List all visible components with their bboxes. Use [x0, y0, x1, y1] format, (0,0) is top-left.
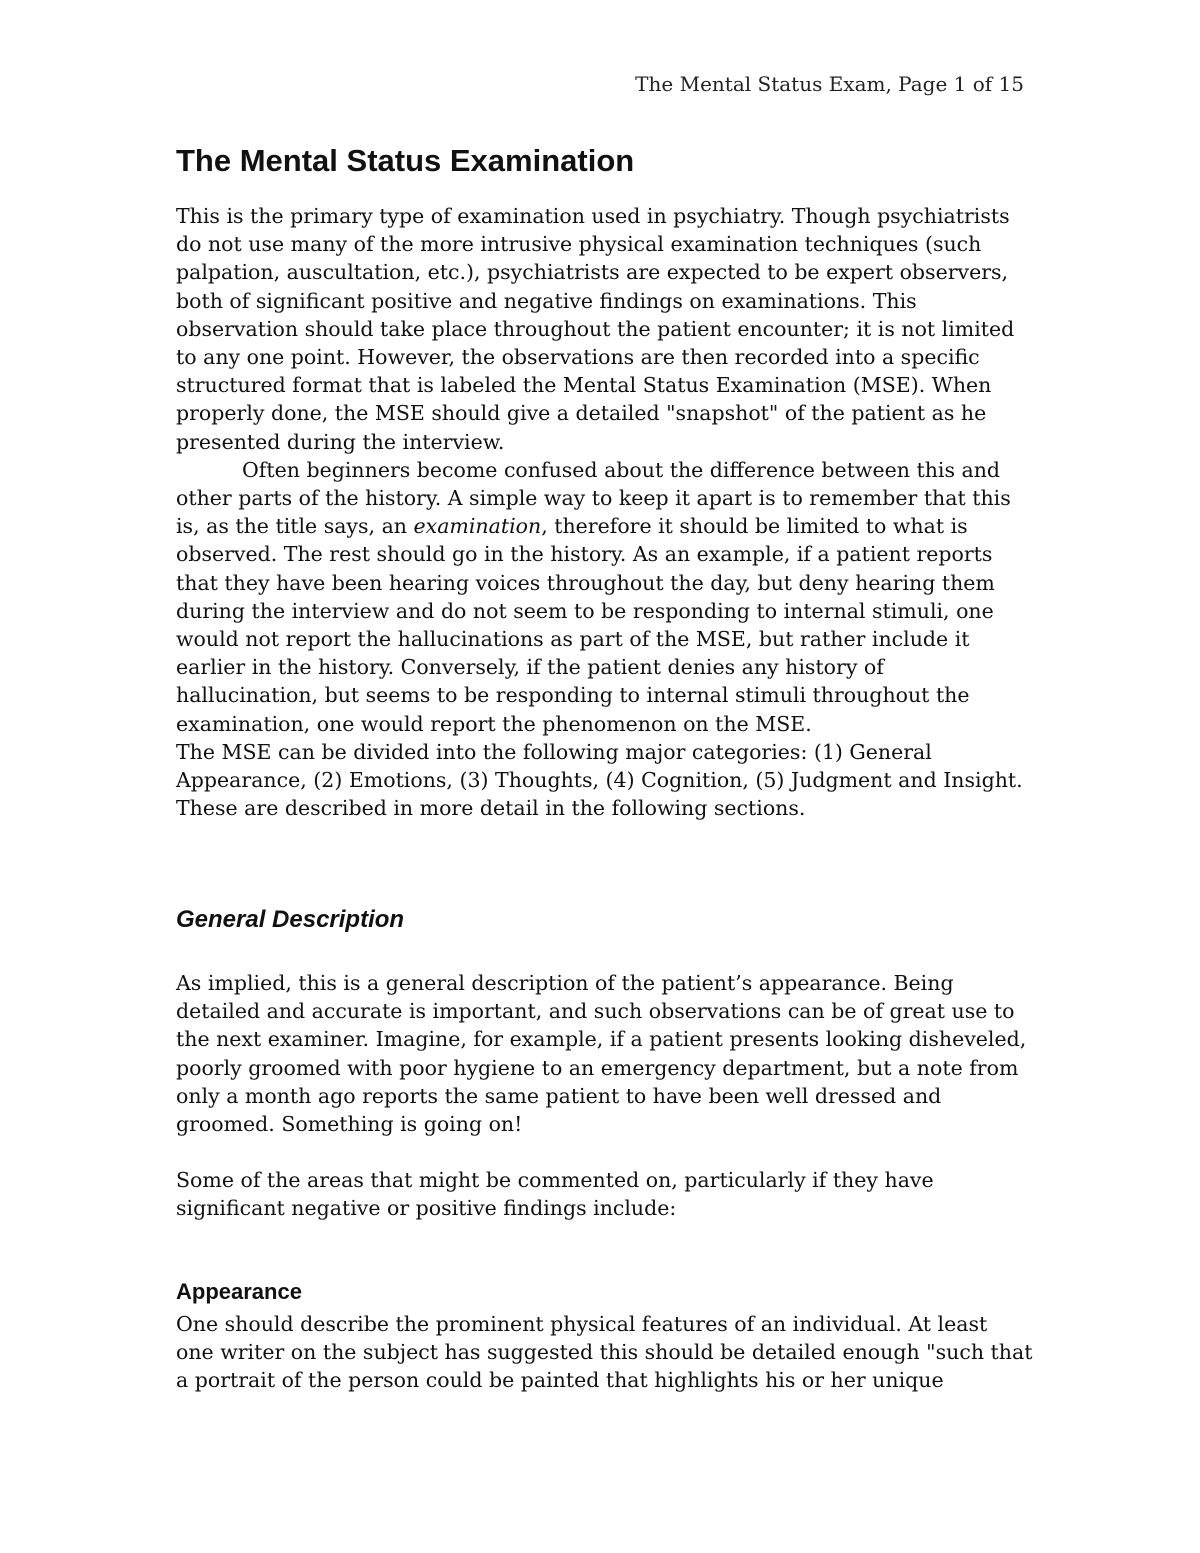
areas-intro-paragraph: [176, 1166, 1046, 1222]
text-line: Some of the areas that might be commented on, particularly if they have: [176, 1168, 934, 1192]
text-line: poorly groomed with poor hygiene to an emergency department, but a note from: [176, 1055, 1019, 1080]
text-line: would not report the hallucinations as part of the MSE, but rather include it: [176, 627, 970, 652]
text-line: This is the primary type of examination used in psychiatry. Though psychiatrists: [176, 204, 1010, 228]
text-line: a portrait of the person could be painted that highlights his or her unique: [176, 1368, 944, 1393]
text-line: groomed. Something is going on!: [176, 1112, 523, 1137]
text-line: the next examiner. Imagine, for example, if a patient presents looking disheveled,: [176, 1027, 1027, 1052]
text-line: during the interview and do not seem to be responding to internal stimuli, one: [176, 598, 994, 623]
text-line: that they have been hearing voices throughout the day, but deny hearing them: [176, 570, 995, 595]
text-fragment: , therefore it should be limited to what is: [541, 514, 968, 539]
text-line: detailed and accurate is important, and such observations can be of great use to: [176, 999, 1015, 1024]
text-line: These are described in more detail in the following sections.: [176, 796, 806, 821]
text-line: Often beginners become confused about the difference between this and: [242, 457, 1001, 482]
section-heading-general-description: General Description: [176, 906, 405, 933]
appearance-paragraph: [176, 1310, 1046, 1395]
text-line: other parts of the history. A simple way to keep it apart is to remember that this: [176, 486, 1011, 511]
text-line: Appearance, (2) Emotions, (3) Thoughts, (4) Cognition, (5) Judgment and Insight.: [176, 768, 1023, 793]
running-header: The Mental Status Exam, Page 1 of 15: [635, 72, 1024, 96]
text-line: As implied, this is a general description of the patient’s appearance. Being: [176, 971, 954, 995]
text-line: The MSE can be divided into the following major categories: (1) General: [176, 739, 932, 764]
text-line: structured format that is labeled the Mental Status Examination (MSE). When: [176, 373, 992, 398]
text-line: observed. The rest should go in the history. As an example, if a patient reports: [176, 542, 993, 567]
text-line: significant negative or positive findings include:: [176, 1196, 677, 1221]
text-line: palpation, auscultation, etc.), psychiatrists are expected to be expert observers,: [176, 260, 1009, 285]
text-line: presented during the interview.: [176, 429, 505, 454]
text-line: both of significant positive and negative findings on examinations. This: [176, 288, 917, 313]
general-description-paragraph: [176, 969, 1046, 1138]
text-line: one writer on the subject has suggested this should be detailed enough "such that: [176, 1340, 1033, 1365]
emphasis-examination: examination: [413, 514, 542, 539]
text-line: examination, one would report the phenomenon on the MSE.: [176, 711, 812, 736]
text-line: do not use many of the more intrusive physical examination techniques (such: [176, 232, 982, 257]
text-line: observation should take place throughout the patient encounter; it is not limited: [176, 316, 1015, 341]
text-line: hallucination, but seems to be responding to internal stimuli throughout the: [176, 683, 970, 708]
text-line: to any one point. However, the observations are then recorded into a specific: [176, 345, 980, 370]
intro-paragraph: [176, 202, 1046, 822]
text-line: properly done, the MSE should give a detailed "snapshot" of the patient as he: [176, 401, 987, 426]
text-fragment: is, as the title says, an: [176, 514, 414, 539]
text-line: earlier in the history. Conversely, if the patient denies any history of: [176, 655, 884, 680]
text-line: One should describe the prominent physical features of an individual. At least: [176, 1312, 988, 1336]
text-line: only a month ago reports the same patient to have been well dressed and: [176, 1083, 942, 1108]
page-title: The Mental Status Examination: [176, 143, 635, 178]
sub-heading-appearance: Appearance: [176, 1279, 302, 1304]
text-line-with-emphasis: [176, 512, 1046, 540]
